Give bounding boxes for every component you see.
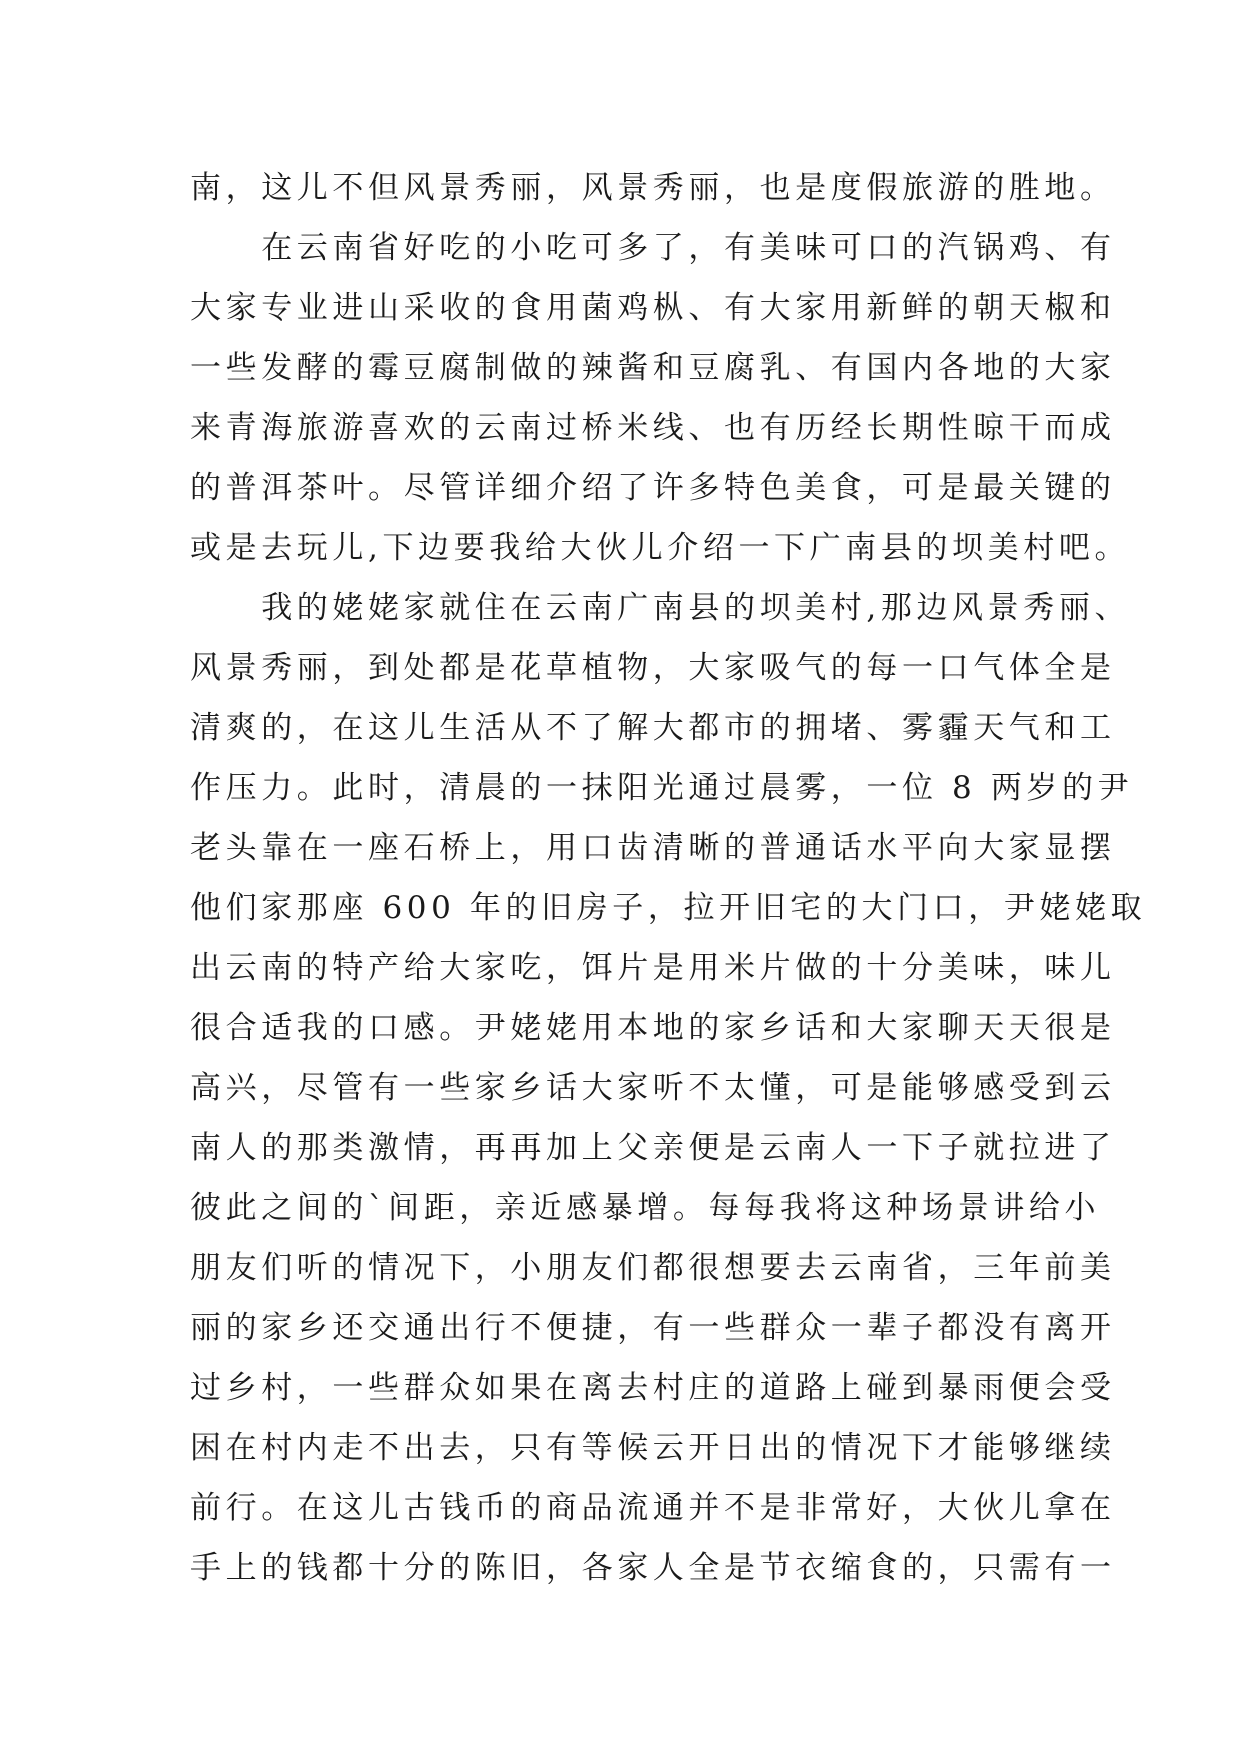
text-line: 老头靠在一座石桥上，用口齿清晰的普通话水平向大家显摆 — [190, 830, 1116, 866]
text-line: 高兴，尽管有一些家乡话大家听不太懂，可是能够感受到云 — [190, 1070, 1116, 1106]
text-line: 清爽的，在这儿生活从不了解大都市的拥堵、雾霾天气和工 — [190, 710, 1116, 746]
text-line: 作压力。此时，清晨的一抹阳光通过晨雾，一位 8 两岁的尹 — [190, 770, 1134, 806]
text-line: 彼此之间的`间距，亲近感暴增。每每我将这种场景讲给小 — [190, 1190, 1101, 1226]
text-line: 大家专业进山采收的食用菌鸡枞、有大家用新鲜的朝天椒和 — [190, 290, 1116, 326]
text-line: 南，这儿不但风景秀丽，风景秀丽，也是度假旅游的胜地。 — [190, 170, 1116, 206]
text-line: 来青海旅游喜欢的云南过桥米线、也有历经长期性晾干而成 — [190, 410, 1116, 446]
body-text — [190, 158, 1147, 1598]
text-line: 困在村内走不出去，只有等候云开日出的情况下才能够继续 — [190, 1430, 1116, 1466]
text-line: 出云南的特产给大家吃，饵片是用米片做的十分美味，味儿 — [190, 950, 1116, 986]
text-line: 我的姥姥家就住在云南广南县的坝美村,那边风景秀丽、 — [190, 590, 1131, 626]
text-line: 风景秀丽，到处都是花草植物，大家吸气的每一口气体全是 — [190, 650, 1116, 686]
text-line: 一些发酵的霉豆腐制做的辣酱和豆腐乳、有国内各地的大家 — [190, 350, 1116, 386]
text-line: 南人的那类激情，再再加上父亲便是云南人一下子就拉进了 — [190, 1130, 1116, 1166]
text-line: 他们家那座 600 年的旧房子，拉开旧宅的大门口，尹姥姥取 — [190, 890, 1147, 926]
text-line: 过乡村，一些群众如果在离去村庄的道路上碰到暴雨便会受 — [190, 1370, 1116, 1406]
text-line: 很合适我的口感。尹姥姥用本地的家乡话和大家聊天天很是 — [190, 1010, 1116, 1046]
text-line: 或是去玩儿,下边要我给大伙儿介绍一下广南县的坝美村吧。 — [190, 530, 1131, 566]
text-line: 丽的家乡还交通出行不便捷，有一些群众一辈子都没有离开 — [190, 1310, 1116, 1346]
text-line: 朋友们听的情况下，小朋友们都很想要去云南省，三年前美 — [190, 1250, 1116, 1286]
text-line: 手上的钱都十分的陈旧，各家人全是节衣缩食的，只需有一 — [190, 1550, 1116, 1586]
text-line: 的普洱茶叶。尽管详细介绍了许多特色美食，可是最关键的 — [190, 470, 1116, 506]
text-line: 在云南省好吃的小吃可多了，有美味可口的汽锅鸡、有 — [190, 230, 1116, 266]
text-line: 前行。在这儿古钱币的商品流通并不是非常好，大伙儿拿在 — [190, 1490, 1116, 1526]
